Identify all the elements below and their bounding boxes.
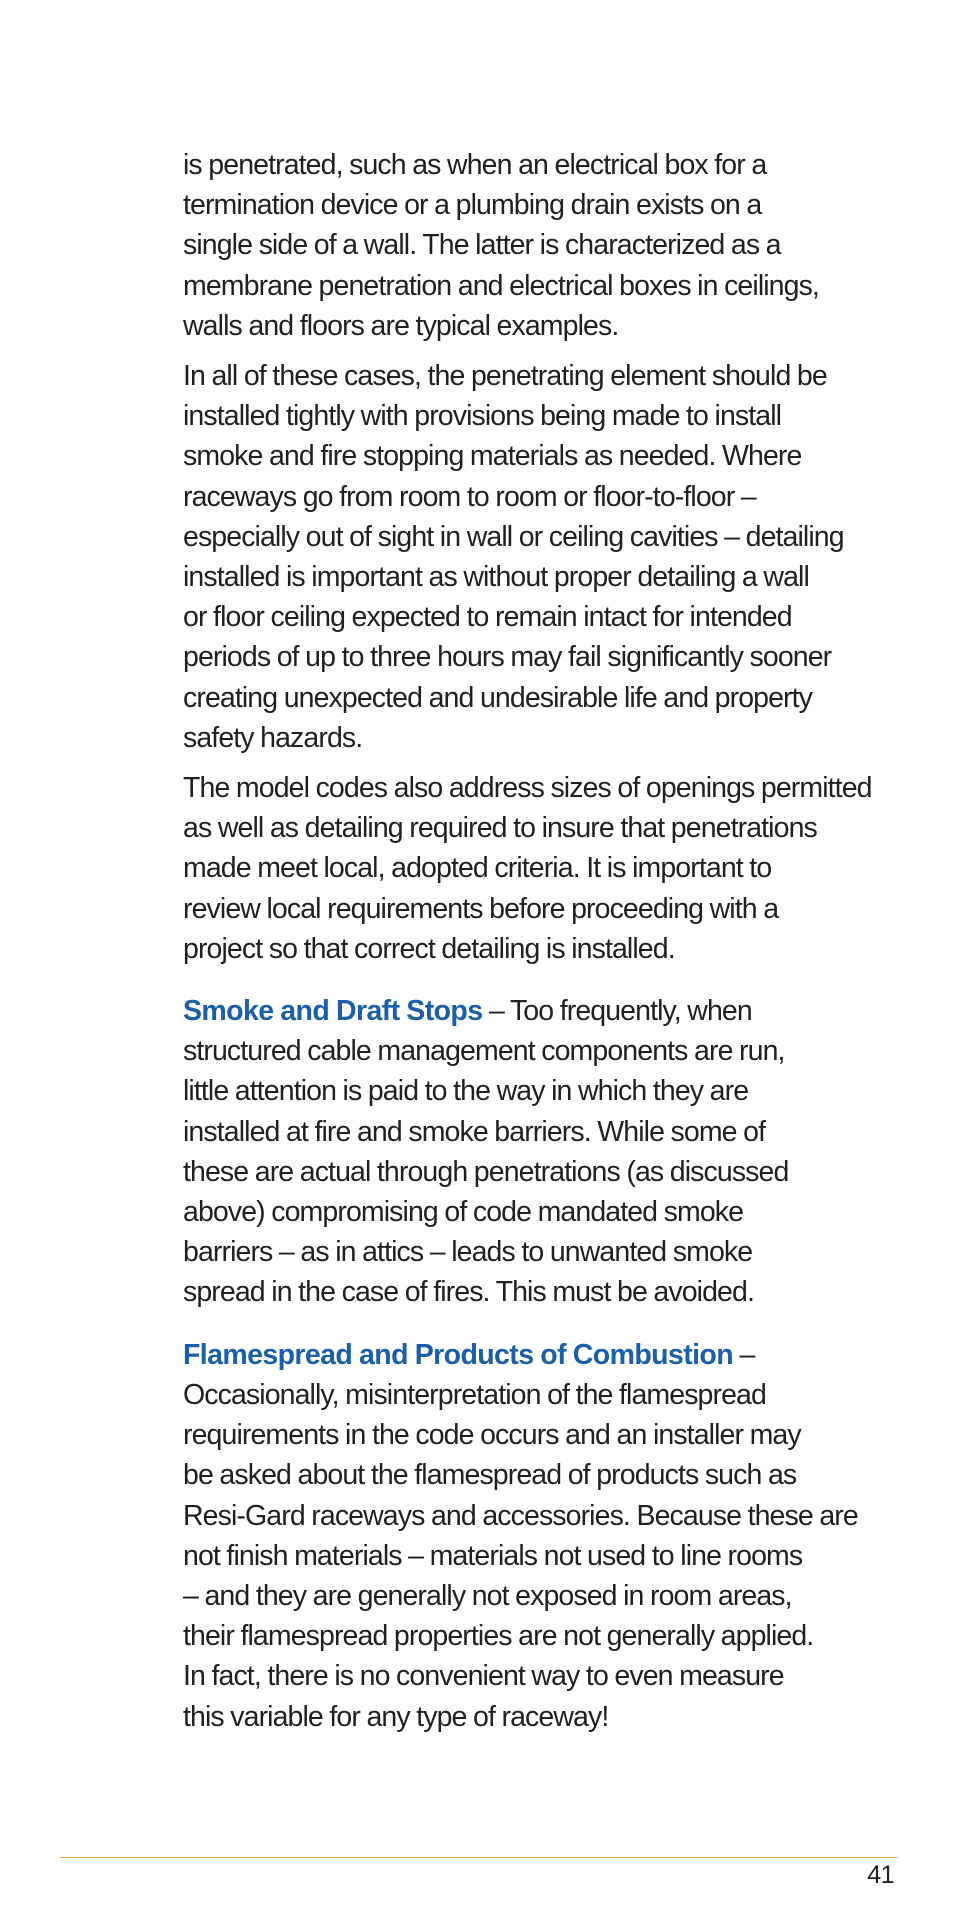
text-line: above) compromising of code mandated smoke bbox=[183, 1196, 744, 1229]
text-line: their flamespread properties are not generally applied. bbox=[183, 1620, 814, 1653]
text-line bbox=[183, 991, 863, 1031]
section-heading: Flamespread and Products of Combustion bbox=[183, 1338, 734, 1371]
section-heading: Smoke and Draft Stops bbox=[183, 995, 483, 1028]
text-line: structured cable management components are run, bbox=[183, 1035, 785, 1068]
text-line: especially out of sight in wall or ceiling cavities – detailing bbox=[183, 520, 844, 553]
text-line: Resi-Gard raceways and accessories. Because these are bbox=[183, 1499, 858, 1532]
text-line: The model codes also address sizes of openings permitted bbox=[183, 772, 872, 805]
text-line: installed is important as without proper detailing a wall bbox=[183, 561, 809, 594]
document-body bbox=[183, 145, 872, 1737]
text-line: barriers – as in attics – leads to unwanted smoke bbox=[183, 1236, 753, 1269]
paragraph-penetration-types bbox=[183, 145, 863, 346]
text-line: spread in the case of fires. This must be avoided. bbox=[183, 1276, 754, 1309]
section-flamespread-and-combustion bbox=[183, 1335, 863, 1737]
text-line: termination device or a plumbing drain exists on a bbox=[183, 189, 762, 222]
text-line: project so that correct detailing is installed. bbox=[183, 932, 675, 965]
heading-trailing-text: – bbox=[733, 1338, 755, 1371]
text-line: membrane penetration and electrical boxes in ceilings, bbox=[183, 269, 819, 302]
text-line: little attention is paid to the way in which they are bbox=[183, 1075, 749, 1108]
text-line: single side of a wall. The latter is characterized as a bbox=[183, 229, 781, 262]
text-line: requirements in the code occurs and an installer may bbox=[183, 1419, 801, 1452]
text-line: or floor ceiling expected to remain intact for intended bbox=[183, 601, 792, 634]
text-line: not finish materials – materials not used to line rooms bbox=[183, 1539, 803, 1572]
text-line: is penetrated, such as when an electrical box for a bbox=[183, 149, 767, 181]
text-line bbox=[183, 1335, 863, 1375]
text-line: installed at fire and smoke barriers. While some of bbox=[183, 1115, 766, 1148]
text-line: installed tightly with provisions being made to install bbox=[183, 400, 782, 433]
text-line: review local requirements before proceeding with a bbox=[183, 892, 779, 925]
text-line: smoke and fire stopping materials as needed. Where bbox=[183, 440, 802, 473]
text-line: In all of these cases, the penetrating element should be bbox=[183, 360, 827, 393]
text-line: creating unexpected and undesirable life and property bbox=[183, 681, 813, 714]
text-line: this variable for any type of raceway! bbox=[183, 1700, 609, 1733]
text-line: Occasionally, misinterpretation of the flamespread bbox=[183, 1378, 766, 1411]
footer-rule bbox=[60, 1857, 898, 1858]
text-line: – and they are generally not exposed in room areas, bbox=[183, 1579, 792, 1612]
paragraph-model-codes bbox=[183, 768, 872, 969]
section-smoke-and-draft-stops bbox=[183, 991, 863, 1313]
page-number: 41 bbox=[867, 1861, 894, 1889]
paragraph-installation-tightness bbox=[183, 356, 863, 758]
text-line: In fact, there is no convenient way to even measure bbox=[183, 1660, 784, 1693]
text-line: these are actual through penetrations (as discussed bbox=[183, 1155, 789, 1188]
heading-trailing-text: – Too frequently, when bbox=[482, 995, 752, 1028]
text-line: raceways go from room to room or floor-to-floor – bbox=[183, 480, 756, 513]
text-line: be asked about the flamespread of products such as bbox=[183, 1459, 797, 1492]
text-line: safety hazards. bbox=[183, 721, 363, 754]
text-line: periods of up to three hours may fail significantly sooner bbox=[183, 641, 832, 674]
text-line: as well as detailing required to insure that penetrations bbox=[183, 812, 817, 845]
text-line: made meet local, adopted criteria. It is important to bbox=[183, 852, 772, 885]
text-line: walls and floors are typical examples. bbox=[183, 309, 619, 342]
